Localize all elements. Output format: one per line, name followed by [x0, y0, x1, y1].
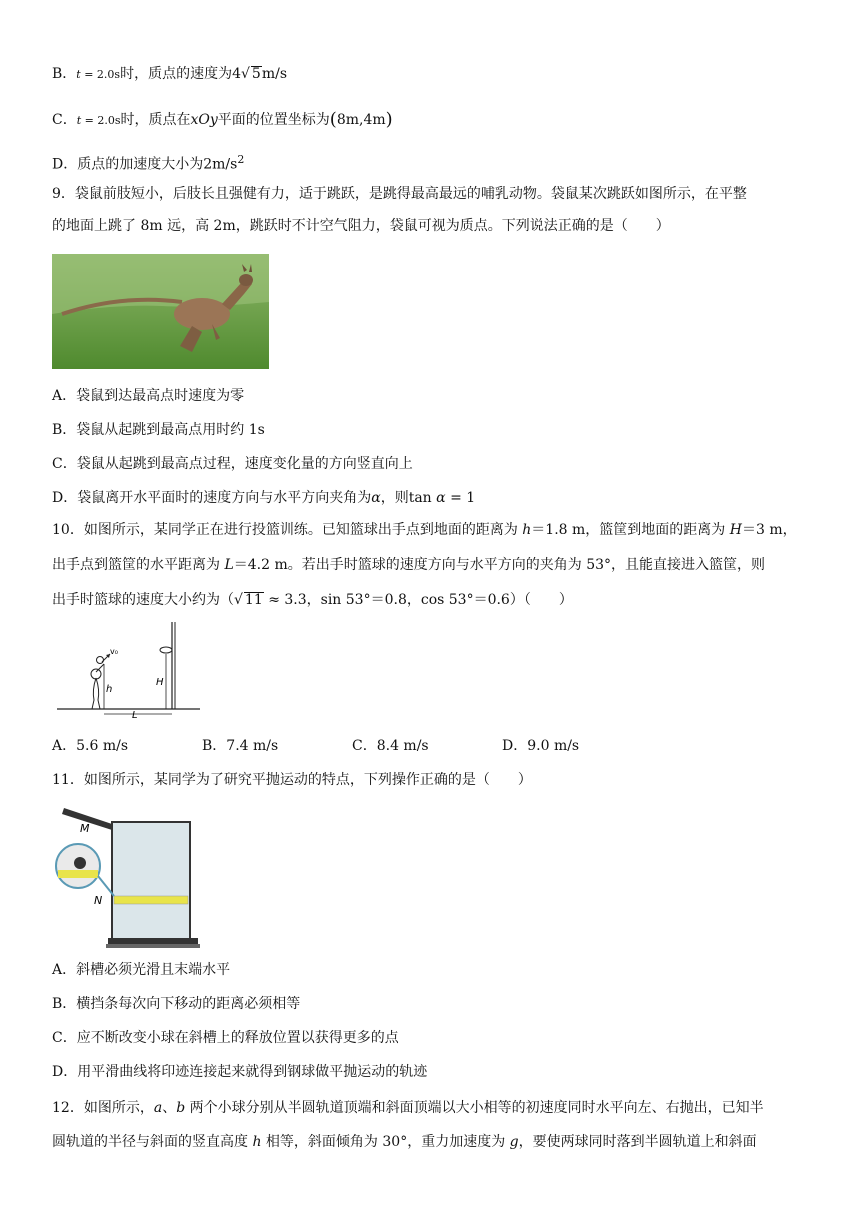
- q11-option-a: A．斜槽必须光滑且末端水平: [52, 962, 231, 978]
- q9-option-d: D．袋鼠离开水平面时的速度方向与水平方向夹角为α，则tan α = 1: [52, 490, 476, 506]
- q10-option-c: C．8.4 m/s: [352, 738, 429, 754]
- q10-option-a: A．5.6 m/s: [52, 738, 129, 754]
- q10-option-b: B．7.4 m/s: [202, 738, 279, 754]
- q9-option-a: A．袋鼠到达最高点时速度为零: [52, 388, 245, 404]
- q9-stem-line2: 的地面上跳了 8m 远，高 2m，跳跃时不计空气阻力，袋鼠可视为质点。下列说法正确的是（ ）: [52, 218, 670, 234]
- kangaroo-photo: [52, 254, 269, 369]
- q10-option-d: D．9.0 m/s: [502, 738, 580, 754]
- q12-stem-line1: 12．如图所示，a、b 两个小球分别从半圆轨道顶端和斜面顶端以大小相等的初速度同时水平向左、右抛出，已知半: [52, 1100, 764, 1116]
- label-H: H: [156, 677, 164, 688]
- q9-option-c: C．袋鼠从起跳到最高点过程，速度变化量的方向竖直向上: [52, 456, 413, 472]
- label-M: M: [80, 822, 90, 835]
- label-L: L: [132, 710, 138, 720]
- basketball-diagram: [52, 620, 202, 720]
- q10-stem-line3: 出手时篮球的速度大小约为（√ 11 ≈ 3.3，sin 53°＝0.8，cos 53°＝0.6）（ ）: [52, 592, 573, 608]
- label-N: N: [94, 894, 103, 907]
- q10-stem-line1: 10．如图所示，某同学正在进行投篮训练。已知篮球出手点到地面的距离为 h＝1.8 m，篮筐到地面的距离为 H＝3 m，: [52, 522, 797, 538]
- q10-stem-line2: 出手点到篮筐的水平距离为 L＝4.2 m。若出手时篮球的速度方向与水平方向的夹角为 53°，且能直接进入篮筐，则: [52, 557, 766, 573]
- q9-stem-line1: 9．袋鼠前肢短小，后肢长且强健有力，适于跳跃，是跳得最高最远的哺乳动物。袋鼠某次跳跃如图所示，在平整: [52, 186, 747, 202]
- projectile-apparatus-photo: [52, 800, 202, 950]
- q11-option-d: D．用平滑曲线将印迹连接起来就得到钢球做平抛运动的轨迹: [52, 1064, 428, 1080]
- q11-option-b: B．横挡条每次向下移动的距离必须相等: [52, 996, 301, 1012]
- q12-stem-line2: 圆轨道的半径与斜面的竖直高度 h 相等，斜面倾角为 30°，重力加速度为 g，要使两球同时落到半圆轨道上和斜面: [52, 1134, 757, 1150]
- q8-option-b: B．t = 2.0s时，质点的速度为4√ 5m/s: [52, 66, 288, 82]
- q11-option-c: C．应不断改变小球在斜槽上的释放位置以获得更多的点: [52, 1030, 399, 1046]
- q8-option-c: C．t = 2.0s时，质点在xOy平面的位置坐标为(8m,4m): [52, 109, 393, 130]
- q11-stem: 11．如图所示，某同学为了研究平抛运动的特点，下列操作正确的是（ ）: [52, 772, 532, 788]
- q9-option-b: B．袋鼠从起跳到最高点用时约 1s: [52, 422, 265, 438]
- label-v0: v₀: [110, 647, 118, 656]
- label-h: h: [106, 684, 113, 695]
- q8-option-d: D．质点的加速度大小为$2m/s^2$: [52, 153, 245, 173]
